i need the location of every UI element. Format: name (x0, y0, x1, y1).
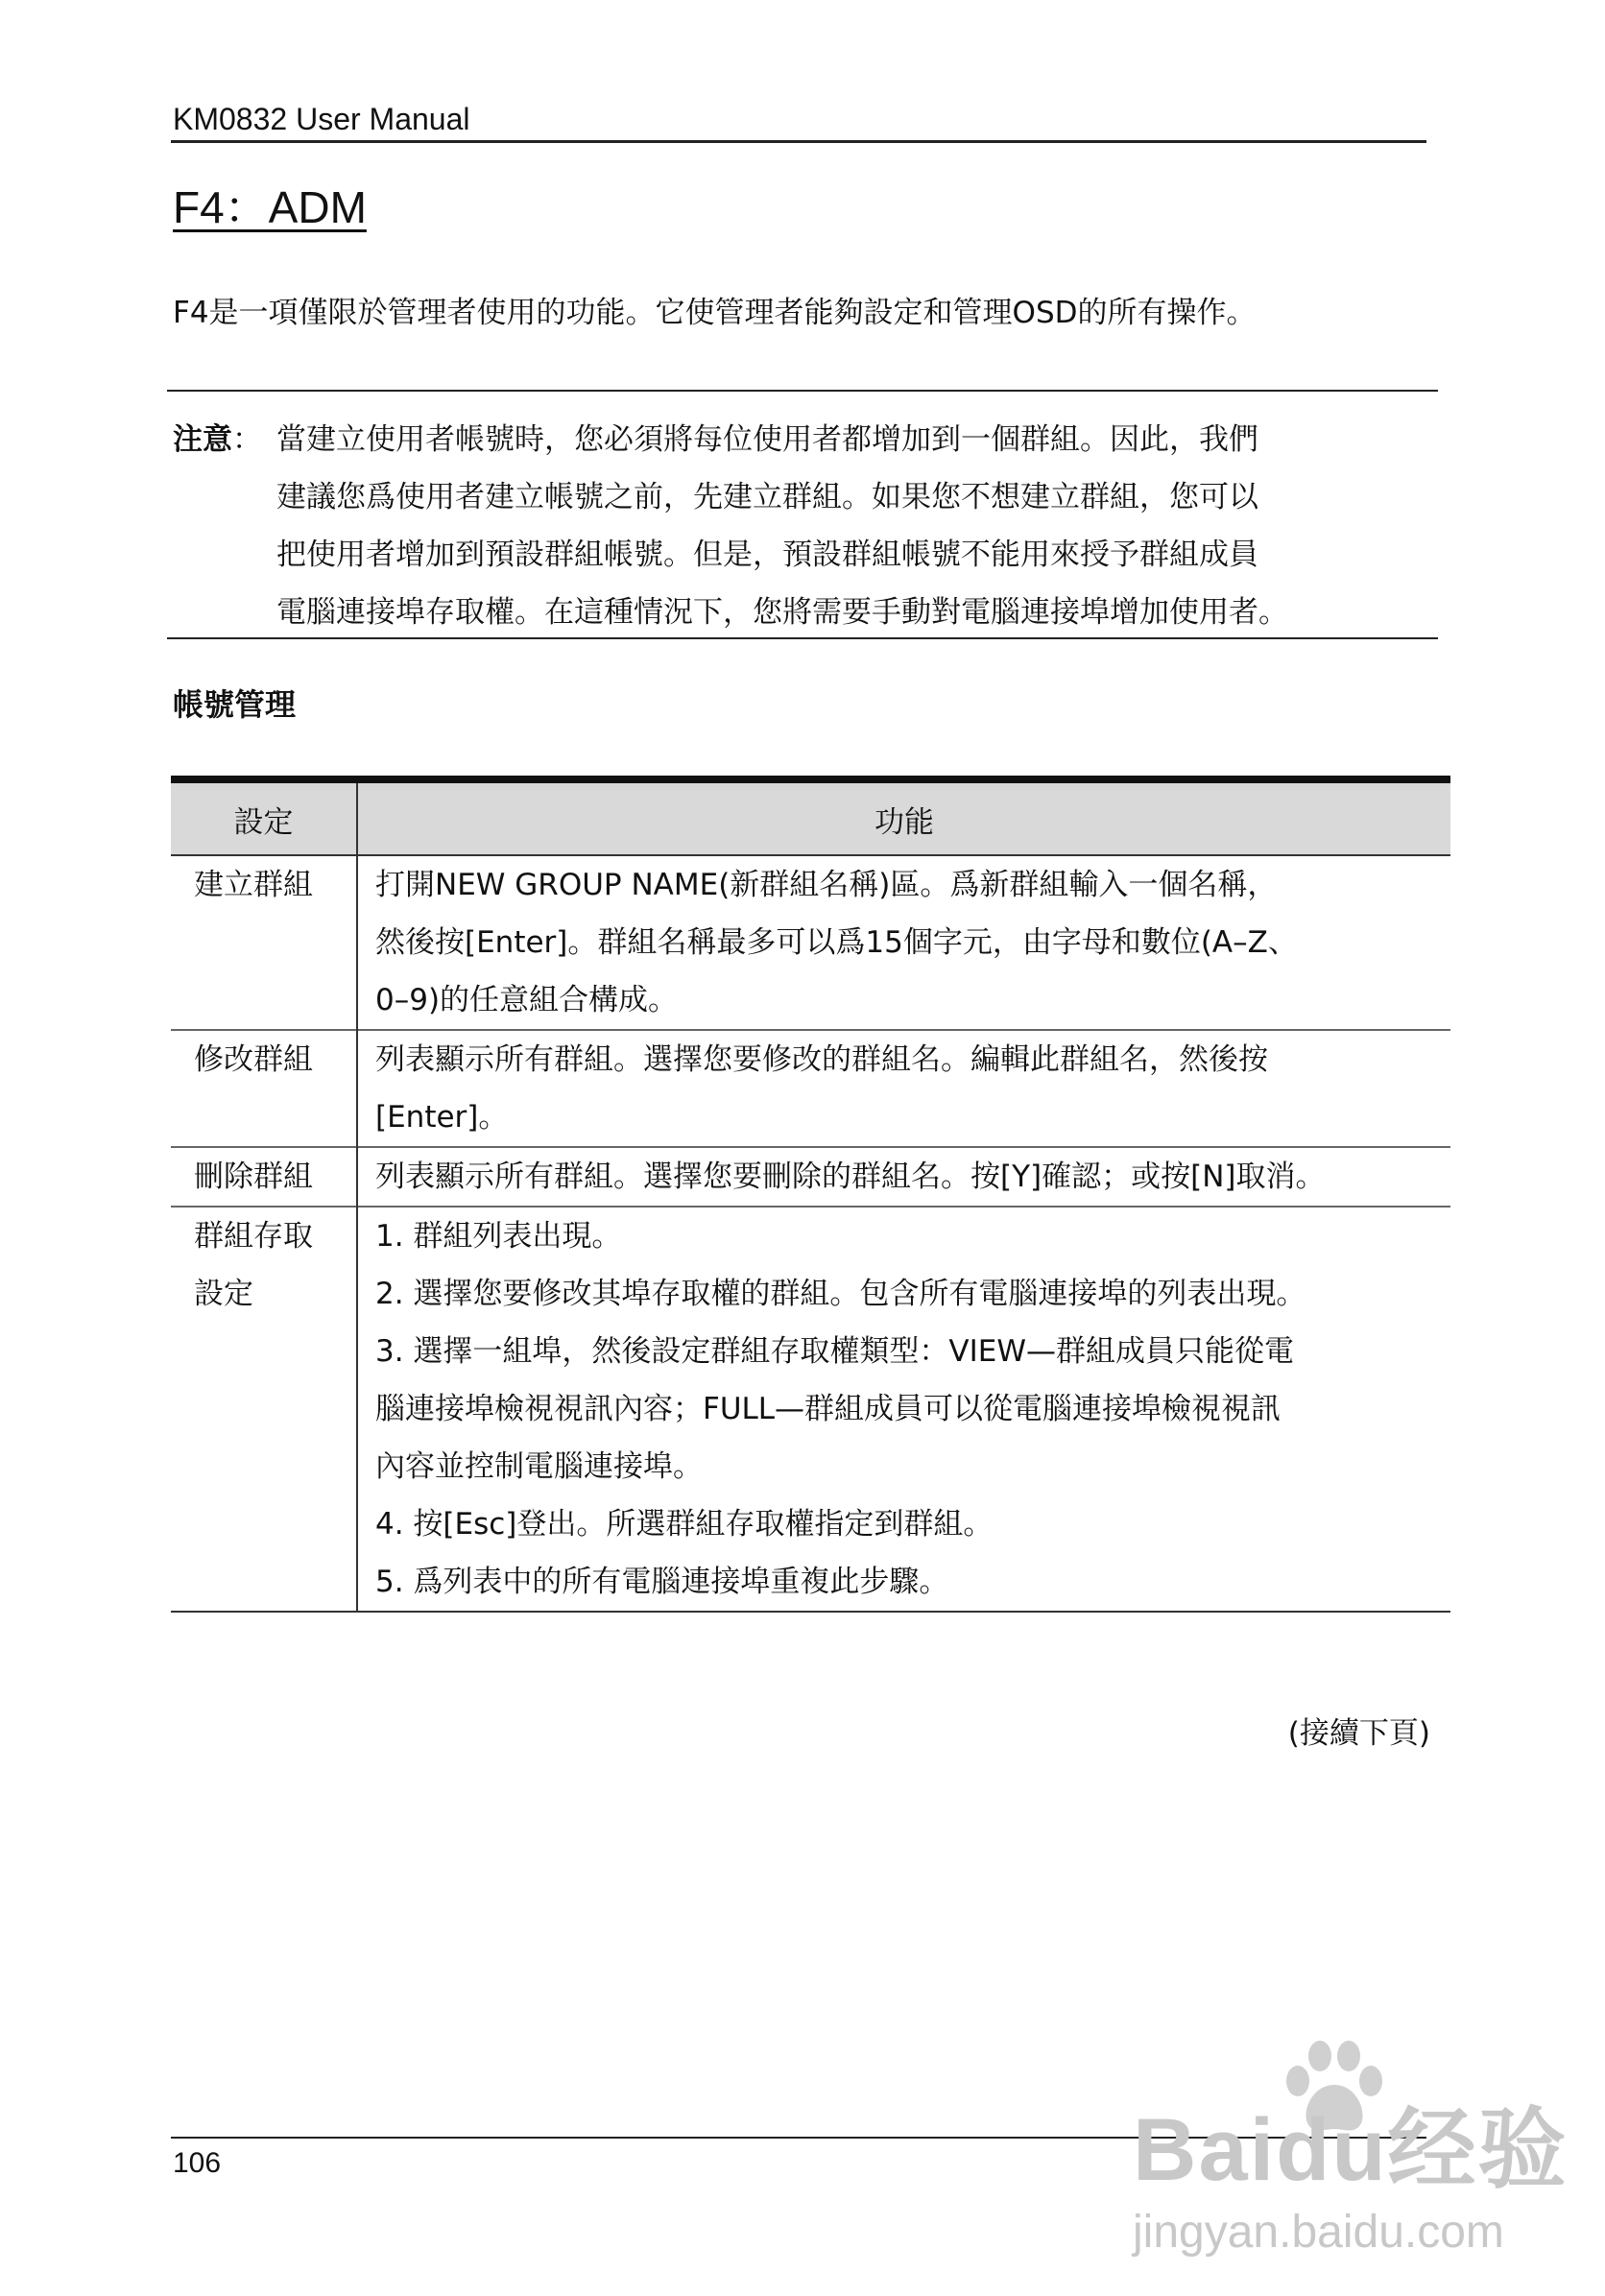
step-item: 4. 按[Esc]登出。所選群組存取權指定到群組。 (375, 1507, 994, 1542)
intro-paragraph: F4是一項僅限於管理者使用的功能。它使管理者能夠設定和管理OSD的所有操作。 (173, 296, 1257, 330)
step-item: 5. 爲列表中的所有電腦連接埠重複此步驟。 (375, 1565, 949, 1599)
continued-note: (接續下頁) (1287, 1716, 1430, 1751)
steps-list (375, 1208, 1437, 1611)
note-bottom-rule (167, 637, 1438, 639)
function-line: 列表顯示所有群組。選擇您要刪除的群組名。按[Y]確認；或按[N]取消。 (375, 1160, 1326, 1194)
setting-cell (171, 1147, 357, 1207)
table-row (171, 855, 1450, 1030)
function-cell (357, 855, 1450, 1030)
step-item: 3. 選擇一組埠，然後設定群組存取權類型：VIEW—群組成員只能從電 (375, 1334, 1295, 1369)
running-header: KM0832 User Manual (173, 102, 470, 136)
note-body (276, 411, 1430, 641)
setting-cell (171, 855, 357, 1030)
watermark (1133, 2035, 1569, 2275)
setting-cell (171, 1207, 357, 1612)
table-row (171, 1147, 1450, 1207)
function-line: 打開NEW GROUP NAME(新群組名稱)區。爲新群組輸入一個名稱， (375, 868, 1278, 902)
setting-name: 設定 (194, 1277, 253, 1311)
note-line: 建議您爲使用者建立帳號之前，先建立群組。如果您不想建立群組，您可以 (276, 480, 1258, 514)
table-row (171, 1030, 1450, 1147)
setting-name: 修改群組 (194, 1042, 313, 1077)
step-item: 內容並控制電腦連接埠。 (375, 1449, 703, 1484)
account-management-heading: 帳號管理 (173, 686, 297, 723)
page-number: 106 (173, 2147, 222, 2179)
function-line: [Enter]。 (375, 1100, 509, 1135)
header-setting: 設定 (171, 779, 357, 855)
table-row (171, 1207, 1450, 1612)
setting-cell (171, 1030, 357, 1147)
function-cell (357, 1147, 1450, 1207)
watermark-url: jingyan.baidu.com (1133, 2207, 1504, 2258)
setting-name: 建立群組 (194, 868, 313, 902)
note-top-rule (167, 390, 1438, 392)
function-line: 0–9)的任意組合構成。 (375, 983, 679, 1017)
watermark-brand: Baidu经验 (1133, 2101, 1569, 2199)
settings-table (171, 776, 1450, 1613)
step-item: 腦連接埠檢視視訊內容；FULL—群組成員可以從電腦連接埠檢視視訊 (375, 1392, 1282, 1426)
step-item: 1. 群組列表出現。 (375, 1219, 622, 1254)
function-line: 然後按[Enter]。群組名稱最多可以爲15個字元，由字母和數位(A–Z、 (375, 925, 1298, 960)
section-heading: F4：ADM (173, 182, 367, 232)
note-line: 當建立使用者帳號時，您必須將每位使用者都增加到一個群組。因此，我們 (276, 422, 1258, 457)
header-rule (171, 140, 1426, 143)
function-cell (357, 1030, 1450, 1147)
note-line: 把使用者增加到預設群組帳號。但是，預設群組帳號不能用來授予群組成員 (276, 538, 1258, 572)
header-function: 功能 (357, 779, 1450, 855)
function-cell (357, 1207, 1450, 1612)
table-header-row (171, 779, 1450, 855)
setting-name: 群組存取 (194, 1219, 313, 1254)
function-line: 列表顯示所有群組。選擇您要修改的群組名。編輯此群組名，然後按 (375, 1042, 1268, 1077)
note-block (173, 411, 1430, 641)
note-line: 電腦連接埠存取權。在這種情況下，您將需要手動對電腦連接埠增加使用者。 (276, 595, 1288, 630)
step-item: 2. 選擇您要修改其埠存取權的群組。包含所有電腦連接埠的列表出現。 (375, 1277, 1306, 1311)
note-label: 注意： (173, 422, 262, 457)
setting-name: 刪除群組 (194, 1160, 313, 1194)
